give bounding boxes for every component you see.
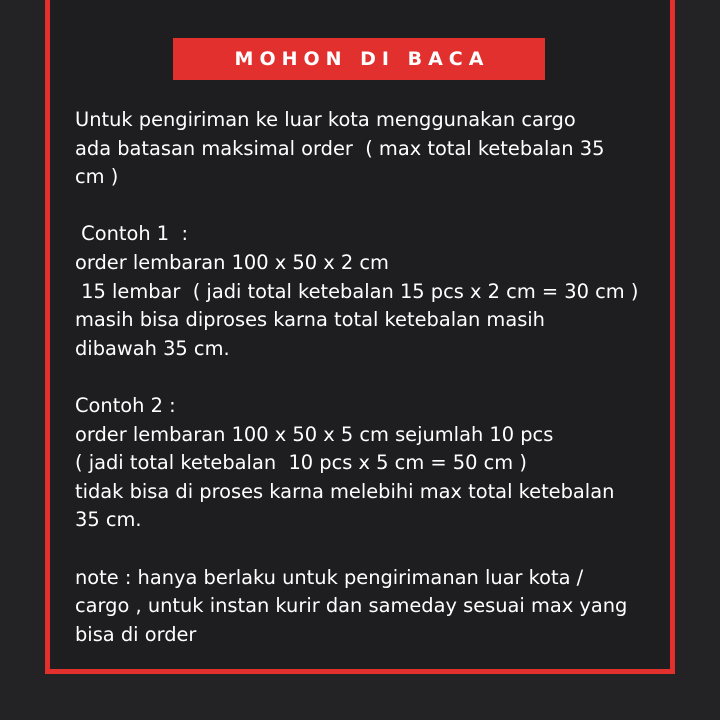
notice-line: 35 cm. <box>75 508 142 532</box>
example-1-heading: Contoh 1 : <box>75 222 188 246</box>
notice-line: order lembaran 100 x 50 x 5 cm sejumlah 10 pcs <box>75 422 554 446</box>
notice-body <box>75 106 665 649</box>
notice-line <box>75 192 665 221</box>
notice-line <box>75 535 665 564</box>
notice-line: Untuk pengiriman ke luar kota menggunakan cargo <box>75 108 576 131</box>
title-banner <box>173 38 545 80</box>
page-title: MOHON DI BACA <box>234 48 490 70</box>
notice-line: order lembaran 100 x 50 x 2 cm <box>75 250 389 274</box>
notice-line: masih bisa diproses karna total ketebalan masih <box>75 308 545 332</box>
example-2-heading: Contoh 2 : <box>75 393 176 417</box>
notice-line: ( jadi total ketebalan 10 pcs x 5 cm = 50 cm ) <box>75 451 527 475</box>
note-line: note : hanya berlaku untuk pengirimanan luar kota / <box>75 565 584 589</box>
notice-line: tidak bisa di proses karna melebihi max total ketebalan <box>75 479 615 503</box>
notice-line: dibawah 35 cm. <box>75 336 230 360</box>
notice-line <box>75 363 665 392</box>
notice-line: ada batasan maksimal order ( max total ketebalan 35 <box>75 136 605 160</box>
notice-line: cm ) <box>75 165 119 189</box>
note-line: cargo , untuk instan kurir dan sameday sesuai max yang <box>75 594 628 618</box>
notice-line: 15 lembar ( jadi total ketebalan 15 pcs x 2 cm = 30 cm ) <box>75 279 639 303</box>
note-line: bisa di order <box>75 622 197 646</box>
